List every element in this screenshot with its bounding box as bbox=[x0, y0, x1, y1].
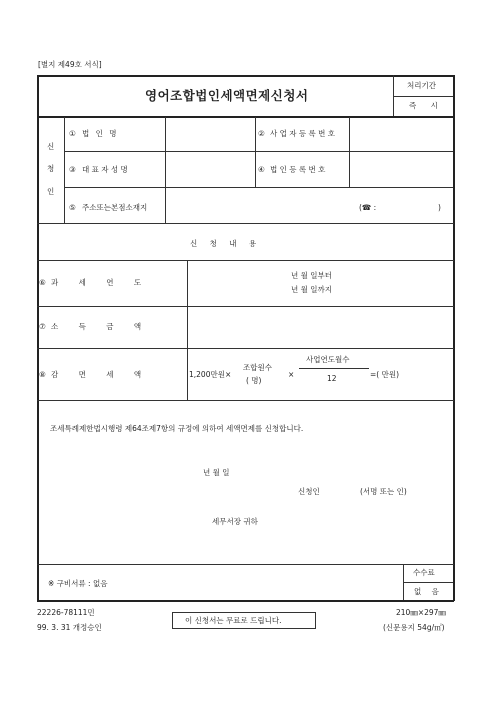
fee-value: 없 음 bbox=[414, 587, 443, 596]
address-label: 주소또는본점소재지 bbox=[82, 203, 148, 212]
paper-type: (신문용지 54g/㎡) bbox=[383, 623, 445, 632]
representative-name-label: 대 표 자 성 명 bbox=[82, 165, 128, 174]
applicant-signature-label: 신청인 bbox=[298, 487, 320, 496]
field-4-number: ④ bbox=[258, 165, 265, 174]
form-reference: [별지 제49호 서식] bbox=[38, 60, 102, 69]
phone-suffix: ) bbox=[438, 203, 441, 212]
phone-prefix: (☎ : bbox=[359, 203, 377, 212]
tax-reduction-label: 감 면 세 액 bbox=[51, 370, 151, 379]
address-field[interactable] bbox=[167, 190, 357, 221]
free-notice-box bbox=[172, 612, 316, 629]
formula-months-divisor: 12 bbox=[327, 374, 337, 383]
formula-months-label: 사업연도월수 bbox=[306, 355, 350, 364]
free-notice: 이 신청서는 무료로 드립니다. bbox=[185, 616, 282, 625]
formula-times: × bbox=[288, 370, 295, 379]
application-date[interactable]: 년 월 일 bbox=[203, 468, 230, 477]
tax-year-to[interactable]: 년 월 일까지 bbox=[291, 285, 332, 294]
phone-field[interactable] bbox=[380, 198, 436, 216]
paper-size: 210㎜×297㎜ bbox=[396, 608, 446, 617]
formula-members-label: 조합원수 bbox=[243, 363, 272, 372]
tax-year-label: 과 세 연 도 bbox=[51, 278, 151, 287]
required-documents: ※ 구비서류 : 없음 bbox=[48, 579, 108, 588]
income-amount-label: 소 득 금 액 bbox=[51, 322, 151, 331]
business-registration-number-label: 사 업 자 등 록 번 호 bbox=[270, 129, 336, 138]
corporate-registration-number-field[interactable] bbox=[351, 154, 451, 185]
tax-year-from[interactable]: 년 월 일부터 bbox=[291, 271, 332, 280]
field-7-number: ⑦ bbox=[39, 322, 46, 331]
field-2-number: ② bbox=[258, 129, 265, 138]
approval-date: 99. 3. 31 개정승인 bbox=[37, 623, 102, 632]
corporation-name-field[interactable] bbox=[167, 120, 253, 149]
formula-result: =( 만원) bbox=[370, 370, 400, 379]
formula-members-count: ( 명) bbox=[246, 376, 262, 385]
income-amount-field[interactable] bbox=[189, 309, 451, 346]
field-8-number: ⑧ bbox=[39, 370, 46, 379]
fee-label: 수수료 bbox=[413, 568, 435, 577]
processing-period-value: 즉 시 bbox=[409, 101, 444, 110]
document-title: 영어조합법인세액면제신청서 bbox=[145, 88, 309, 103]
signature-or-seal[interactable]: (서명 또는 인) bbox=[360, 487, 407, 496]
application-statement: 조세특례제한법시행령 제64조제7항의 규정에 의하여 세액면제를 신청합니다. bbox=[50, 424, 304, 433]
processing-period-label: 처리기간 bbox=[407, 81, 436, 90]
corporate-registration-number-label: 법 인 등 록 번 호 bbox=[270, 165, 326, 174]
form-code: 22226-78111민 bbox=[37, 608, 95, 617]
representative-name-field[interactable] bbox=[167, 154, 253, 185]
formula-base: 1,200만원× bbox=[189, 370, 232, 379]
request-details-heading: 신 청 내 용 bbox=[190, 239, 262, 248]
field-1-number: ① bbox=[69, 129, 76, 138]
formula-fraction-bar bbox=[299, 368, 369, 369]
business-registration-number-field[interactable] bbox=[351, 120, 451, 149]
field-5-number: ⑤ bbox=[69, 203, 76, 212]
field-3-number: ③ bbox=[69, 165, 76, 174]
field-6-number: ⑥ bbox=[39, 278, 46, 287]
corporation-name-label: 법 인 명 bbox=[82, 129, 119, 138]
addressee: 세무서장 귀하 bbox=[212, 517, 258, 526]
